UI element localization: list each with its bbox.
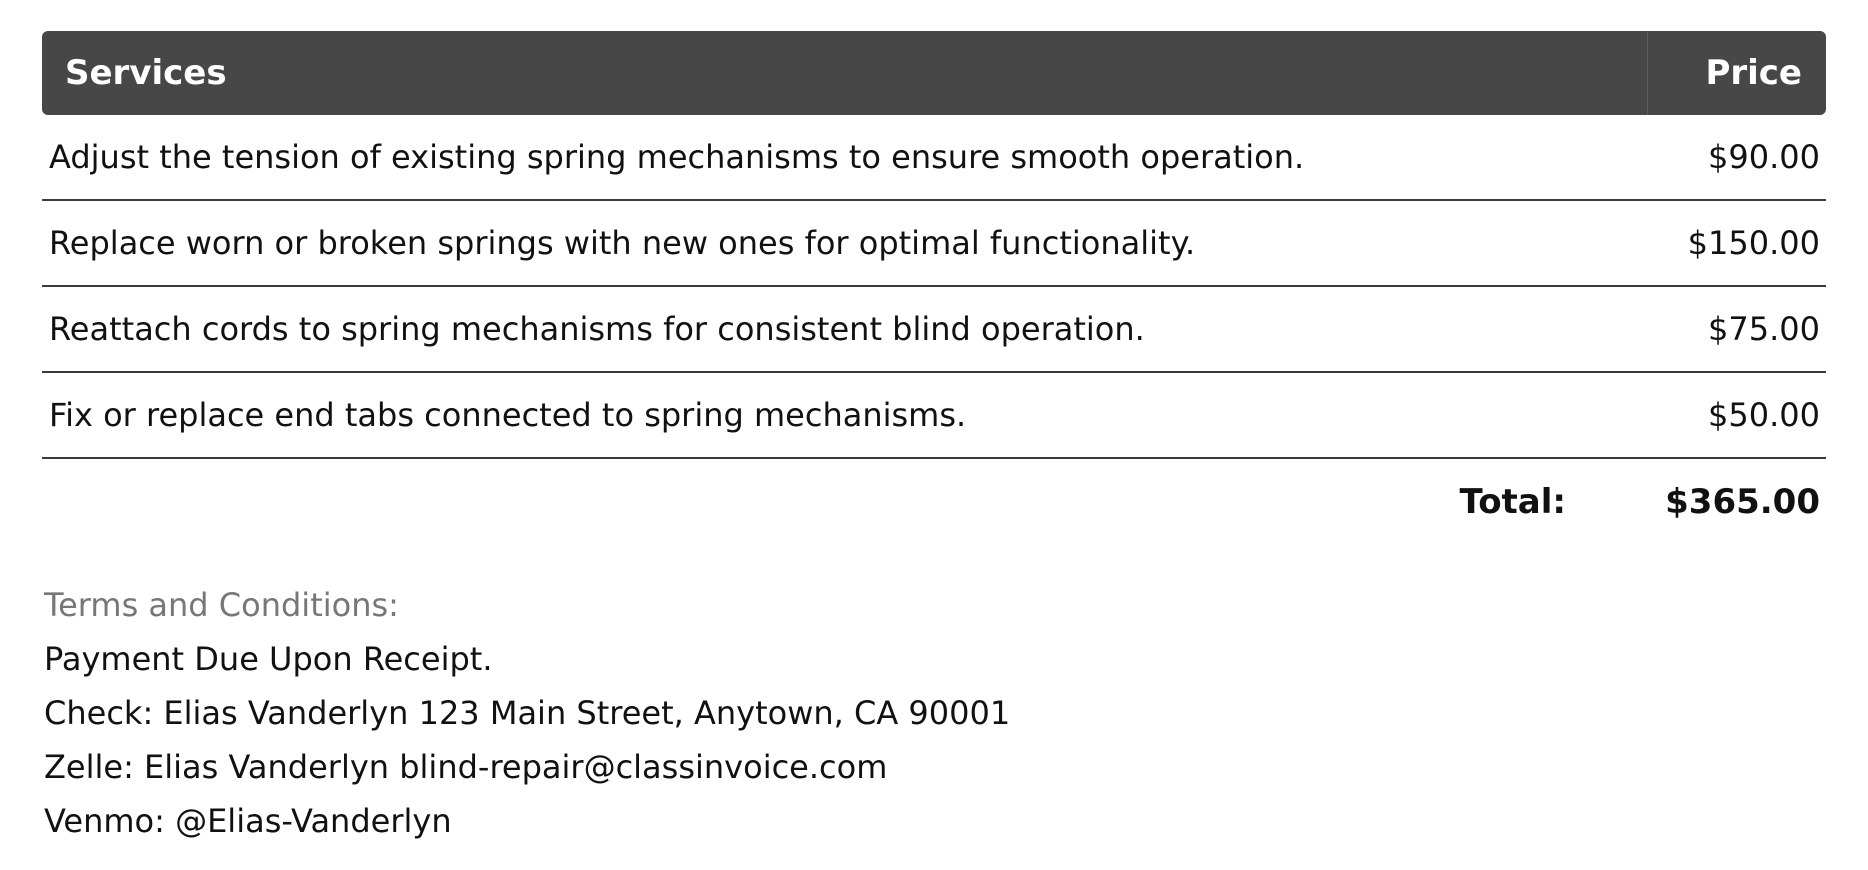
total-value: $365.00	[1665, 482, 1820, 522]
services-table	[42, 31, 1826, 545]
table-row	[42, 373, 1826, 459]
total-row	[42, 459, 1826, 545]
service-description: Adjust the tension of existing spring mechanisms to ensure smooth operation.	[49, 138, 1305, 176]
service-description: Reattach cords to spring mechanisms for consistent blind operation.	[49, 310, 1145, 348]
services-column-header: Services	[65, 53, 227, 93]
terms-and-conditions	[44, 578, 1010, 848]
table-body	[42, 115, 1826, 545]
service-description: Fix or replace end tabs connected to spring mechanisms.	[49, 396, 967, 434]
payment-due-line: Payment Due Upon Receipt.	[44, 640, 493, 678]
service-price: $90.00	[1708, 138, 1820, 176]
table-header	[42, 31, 1826, 115]
header-divider	[1647, 31, 1648, 115]
service-price: $75.00	[1708, 310, 1820, 348]
price-column-header: Price	[1705, 53, 1802, 93]
venmo-payment-line: Venmo: @Elias-Vanderlyn	[44, 802, 452, 840]
table-row	[42, 115, 1826, 201]
total-label: Total:	[1459, 482, 1566, 522]
table-row	[42, 201, 1826, 287]
service-description: Replace worn or broken springs with new ones for optimal functionality.	[49, 224, 1196, 262]
zelle-payment-line: Zelle: Elias Vanderlyn blind-repair@classinvoice.com	[44, 748, 888, 786]
table-row	[42, 287, 1826, 373]
check-payment-line: Check: Elias Vanderlyn 123 Main Street, Anytown, CA 90001	[44, 694, 1011, 732]
service-price: $50.00	[1708, 396, 1820, 434]
service-price: $150.00	[1687, 224, 1820, 262]
terms-title: Terms and Conditions:	[44, 586, 399, 624]
